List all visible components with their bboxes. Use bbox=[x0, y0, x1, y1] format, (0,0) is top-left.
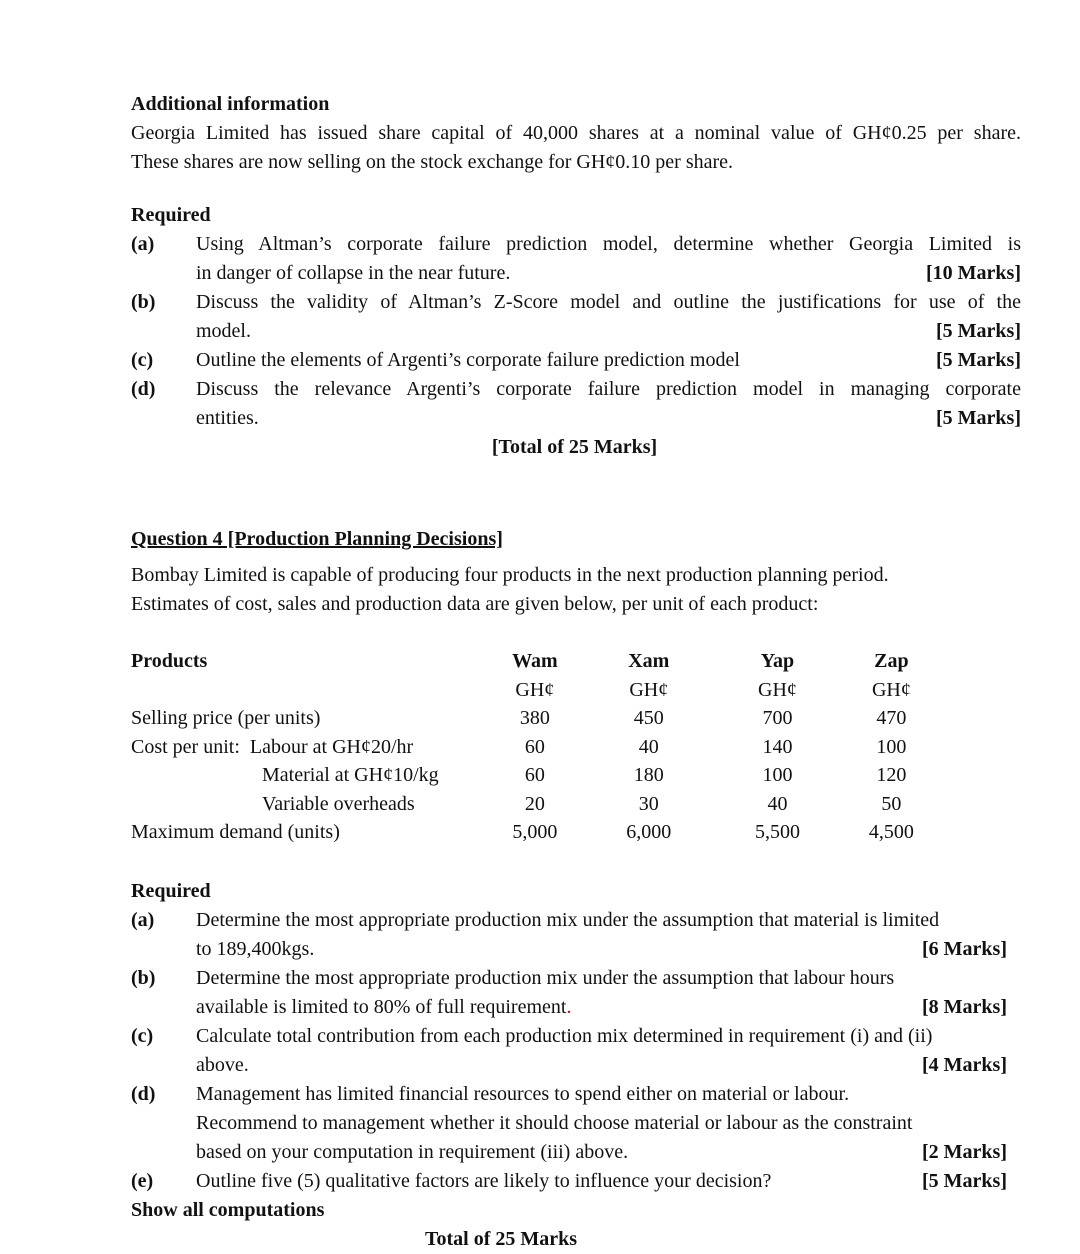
additional-info-line-2: These shares are now selling on the stock exchange for GH¢0.10 per share. bbox=[131, 151, 734, 173]
product-header-wam: Wam bbox=[512, 650, 558, 672]
q3-req-label: (b) bbox=[131, 291, 156, 313]
exam-page bbox=[131, 90, 1021, 1254]
q3-required-heading: Required bbox=[131, 204, 211, 226]
cell-value: 140 bbox=[762, 735, 793, 758]
q4-requirement-c bbox=[131, 1022, 1007, 1080]
q3-requirement-b bbox=[131, 288, 1021, 346]
currency-label: GH¢ bbox=[871, 678, 911, 701]
q3-req-d-line2: entities. bbox=[196, 407, 259, 429]
product-cost-table bbox=[131, 647, 941, 847]
q4-req-b-marks: [8 Marks] bbox=[922, 995, 1007, 1018]
cell-value: 470 bbox=[876, 707, 907, 729]
currency-label: GH¢ bbox=[758, 678, 797, 701]
row-label: Cost per unit: Labour at GH¢20/hr bbox=[131, 735, 414, 758]
table-row bbox=[131, 733, 941, 762]
product-header-yap: Yap bbox=[760, 650, 795, 672]
q4-required-heading: Required bbox=[131, 879, 211, 902]
q4-req-b-line1: Determine the most appropriate production mix under the assumption that labour hours bbox=[196, 966, 895, 989]
product-header-zap: Zap bbox=[874, 650, 909, 672]
cell-value: 30 bbox=[638, 792, 659, 815]
q4-req-label: (b) bbox=[131, 966, 156, 989]
q3-req-c-line1: Outline the elements of Argenti’s corporate failure prediction model bbox=[196, 349, 740, 371]
q4-req-b-line2: available is limited to 80% of full requirement bbox=[196, 995, 567, 1018]
cell-value: 700 bbox=[762, 707, 793, 729]
q4-req-a-line1: Determine the most appropriate production mix under the assumption that material is limited bbox=[196, 908, 940, 931]
q3-req-d-marks: [5 Marks] bbox=[936, 407, 1021, 429]
q3-req-a-line2: in danger of collapse in the near future. bbox=[196, 262, 511, 284]
q3-requirement-a bbox=[131, 230, 1021, 288]
q4-req-a-line2: to 189,400kgs. bbox=[196, 937, 315, 960]
product-header-xam: Xam bbox=[628, 650, 670, 672]
row-label: Selling price (per units) bbox=[131, 707, 321, 729]
q3-req-b-line2: model. bbox=[196, 320, 251, 342]
cell-value: 60 bbox=[524, 764, 545, 786]
row-label: Material at GH¢10/kg bbox=[262, 764, 439, 786]
q3-total-marks: [Total of 25 Marks] bbox=[491, 436, 658, 458]
q3-requirement-c bbox=[131, 346, 1021, 375]
q4-req-c-marks: [4 Marks] bbox=[922, 1053, 1007, 1076]
cell-value: 50 bbox=[881, 792, 902, 815]
q4-req-e-marks: [5 Marks] bbox=[922, 1169, 1007, 1192]
row-label: Variable overheads bbox=[262, 792, 415, 815]
q4-intro-line-1: Bombay Limited is capable of producing four products in the next production planning period. bbox=[131, 564, 889, 586]
q4-req-c-line1: Calculate total contribution from each production mix determined in requirement (i) and (ii) bbox=[196, 1024, 933, 1047]
q4-req-label: (c) bbox=[131, 1024, 154, 1047]
cell-value: 60 bbox=[524, 735, 545, 758]
cell-value: 40 bbox=[638, 735, 659, 758]
additional-info-heading: Additional information bbox=[131, 93, 330, 115]
q3-req-a-marks: [10 Marks] bbox=[926, 262, 1021, 284]
q3-req-c-marks: [5 Marks] bbox=[936, 349, 1021, 371]
q3-req-label: (d) bbox=[131, 378, 156, 400]
q3-requirement-d bbox=[131, 375, 1021, 433]
q4-req-label: (e) bbox=[131, 1169, 154, 1192]
q4-requirement-e bbox=[131, 1167, 1007, 1196]
cell-value: 20 bbox=[524, 792, 545, 815]
q4-req-b-dot: . bbox=[566, 995, 572, 1018]
cell-value: 5,500 bbox=[754, 821, 800, 843]
q4-requirement-d bbox=[131, 1080, 1007, 1167]
q4-req-e-line1: Outline five (5) qualitative factors are likely to influence your decision? bbox=[196, 1169, 772, 1192]
q3-req-label: (c) bbox=[131, 349, 154, 371]
q4-title: Question 4 [Production Planning Decisions] bbox=[131, 528, 503, 550]
cell-value: 100 bbox=[876, 735, 907, 758]
q4-req-d-line3: based on your computation in requirement (iii) above. bbox=[196, 1140, 629, 1163]
q4-req-c-line2: above. bbox=[196, 1053, 249, 1076]
row-label: Maximum demand (units) bbox=[131, 821, 340, 843]
cell-value: 380 bbox=[519, 707, 550, 729]
q4-requirement-b bbox=[131, 964, 1007, 1022]
q4-intro-line-2: Estimates of cost, sales and production data are given below, per unit of each product: bbox=[131, 593, 819, 615]
q4-required-section bbox=[131, 877, 1007, 1254]
table-row bbox=[131, 704, 941, 733]
additional-info-line-1: Georgia Limited has issued share capital of 40,000 shares at a nominal value of GH¢0.25 per share. bbox=[131, 122, 1021, 144]
cell-value: 450 bbox=[633, 707, 664, 729]
cell-value: 100 bbox=[762, 764, 793, 786]
q3-req-d-line1: Discuss the relevance Argenti’s corporate failure prediction model in managing corporate bbox=[196, 378, 1021, 400]
q3-req-label: (a) bbox=[131, 233, 155, 255]
q4-req-d-marks: [2 Marks] bbox=[922, 1140, 1007, 1163]
cell-value: 180 bbox=[633, 764, 664, 786]
q4-req-d-line1: Management has limited financial resources to spend either on material or labour. bbox=[196, 1082, 850, 1105]
q4-req-label: (d) bbox=[131, 1082, 156, 1105]
cell-value: 6,000 bbox=[626, 821, 672, 843]
q3-req-a-line1: Using Altman’s corporate failure prediction model, determine whether Georgia Limited is bbox=[196, 233, 1021, 255]
q4-requirement-a bbox=[131, 906, 1007, 964]
cell-value: 5,000 bbox=[512, 821, 558, 843]
show-computations-note: Show all computations bbox=[131, 1198, 325, 1221]
q4-req-d-line2: Recommend to management whether it should choose material or labour as the constraint bbox=[196, 1111, 913, 1134]
q3-req-b-line1: Discuss the validity of Altman’s Z-Score model and outline the justifications for use of the bbox=[196, 291, 1021, 313]
q4-req-label: (a) bbox=[131, 908, 155, 931]
products-header: Products bbox=[131, 650, 208, 672]
currency-label: GH¢ bbox=[515, 678, 555, 701]
cell-value: 120 bbox=[876, 764, 907, 786]
currency-label: GH¢ bbox=[629, 678, 669, 701]
q4-req-a-marks: [6 Marks] bbox=[922, 937, 1007, 960]
q3-req-b-marks: [5 Marks] bbox=[936, 320, 1021, 342]
currency-row bbox=[131, 676, 941, 705]
table-header-row bbox=[131, 647, 941, 676]
cell-value: 40 bbox=[767, 792, 788, 815]
table-row bbox=[131, 818, 941, 847]
table-row bbox=[131, 790, 941, 819]
cell-value: 4,500 bbox=[868, 821, 914, 843]
q4-total-marks: Total of 25 Marks bbox=[424, 1227, 578, 1250]
table-row bbox=[131, 761, 941, 790]
